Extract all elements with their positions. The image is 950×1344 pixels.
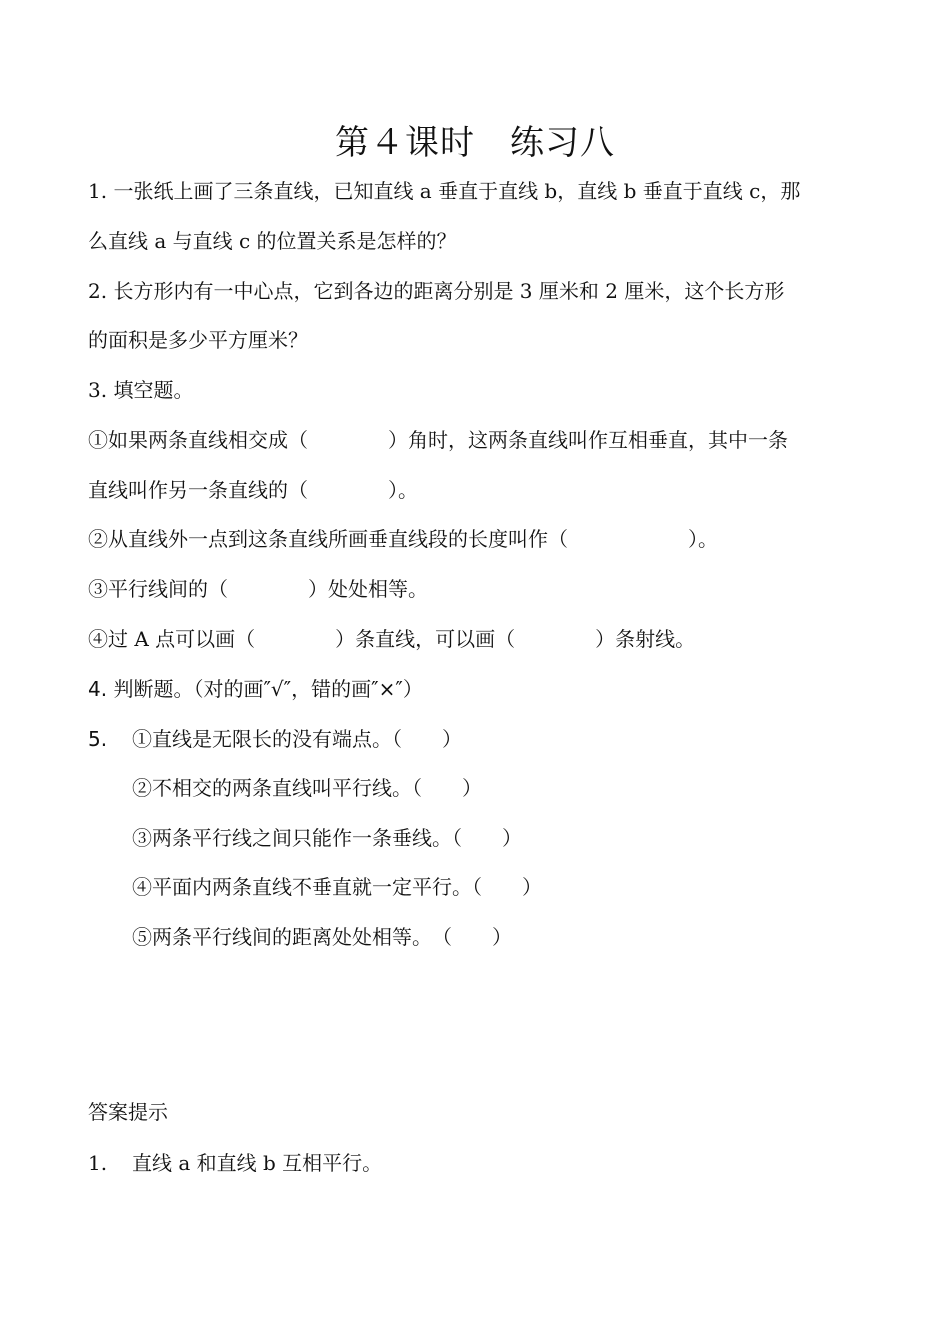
question-3-heading: 3. 填空题。: [88, 378, 194, 402]
page-title: 第４课时 练习八: [335, 123, 615, 163]
question-1-line-1: 1. 一张纸上画了三条直线，已知直线 a 垂直于直线 b，直线 b 垂直于直线 c，那: [88, 179, 801, 203]
question-5-number: 5.: [88, 727, 108, 751]
judge-item-1: ①直线是无限长的没有端点。（ ）: [132, 727, 462, 751]
judge-item-2: ②不相交的两条直线叫平行线。（ ）: [132, 776, 482, 800]
answer-1-number: 1.: [88, 1151, 108, 1175]
judge-item-3: ③两条平行线之间只能作一条垂线。（ ）: [132, 826, 522, 850]
fill-blank-item-1-line-1: ①如果两条直线相交成（ ）角时，这两条直线叫作互相垂直，其中一条: [88, 428, 788, 452]
fill-blank-item-3: ③平行线间的（ ）处处相等。: [88, 577, 428, 601]
judge-item-4: ④平面内两条直线不垂直就一定平行。（ ）: [132, 875, 542, 899]
question-2-line-2: 的面积是多少平方厘米？: [88, 328, 308, 352]
fill-blank-item-4: ④过 A 点可以画（ ）条直线，可以画（ ）条射线。: [88, 627, 696, 651]
question-1-line-2: 么直线 a 与直线 c 的位置关系是怎样的？: [88, 229, 457, 253]
fill-blank-item-2: ②从直线外一点到这条直线所画垂直线段的长度叫作（ ）。: [88, 527, 718, 551]
judge-item-5: ⑤两条平行线间的距离处处相等。 （ ）: [132, 925, 512, 949]
answer-1-text: 直线 a 和直线 b 互相平行。: [132, 1151, 383, 1175]
question-2-line-1: 2. 长方形内有一中心点，它到各边的距离分别是 3 厘米和 2 厘米，这个长方形: [88, 279, 785, 303]
question-4-heading: 4. 判断题。（对的画″√″，错的画″×″）: [88, 677, 423, 701]
fill-blank-item-1-line-2: 直线叫作另一条直线的（ ）。: [88, 478, 418, 502]
answer-heading: 答案提示: [88, 1100, 168, 1124]
